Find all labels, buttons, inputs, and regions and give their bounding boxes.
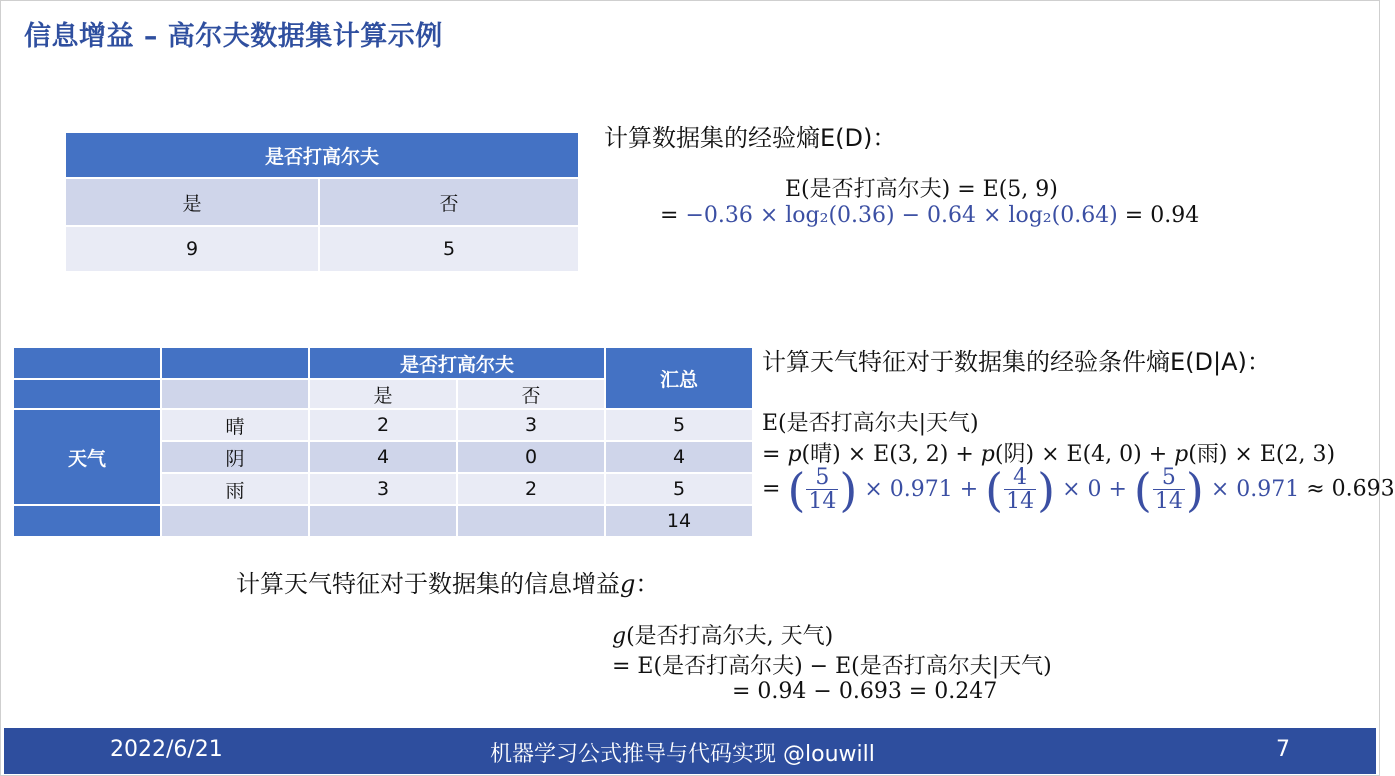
gain-line1: g(是否打高尔夫, 天气) — [612, 624, 834, 649]
footer-page-number: 7 — [1276, 737, 1290, 762]
value-yes: 9 — [185, 238, 199, 260]
entropy-formula-line1: E(是否打高尔夫) = E(5, 9) — [785, 177, 1058, 202]
conditional-entropy-heading: 计算天气特征对于数据集的经验条件熵E(D|A)： — [762, 348, 1271, 376]
entropy-heading: 计算数据集的经验熵E(D)： — [604, 124, 897, 152]
corner-cell-2 — [162, 348, 308, 378]
value-no: 5 — [442, 238, 456, 260]
row-label: 阴 — [225, 447, 245, 470]
conditional-line3: = ( $\frac{5}{14}$ ) × 0.971 + ( $\frac{4}{14}$ ) × 0 + ( $\frac{5}{14}$ ) × 0.971 ≈ 0.693 — [762, 462, 1395, 517]
gain-line2: = E(是否打高尔夫) − E(是否打高尔夫|天气) — [612, 654, 1052, 679]
info-gain-heading: 计算天气特征对于数据集的信息增益g： — [236, 570, 660, 598]
subheader-no: 否 — [458, 380, 604, 408]
footer-row-blank — [14, 506, 160, 536]
row-yes: 2 — [376, 414, 390, 436]
fraction: $\frac{5}{14}$ — [808, 465, 837, 515]
weather-contingency-table — [12, 346, 754, 538]
entropy-formula-terms: −0.36 × log₂(0.36) − 0.64 × log₂(0.64) — [685, 203, 1118, 228]
row-no: 0 — [524, 446, 538, 468]
table-header: 是否打高尔夫 — [66, 133, 578, 177]
footer-row-blank-4 — [458, 506, 604, 536]
footer-row-blank-3 — [310, 506, 456, 536]
footer-row-blank-2 — [162, 506, 308, 536]
entropy-formula-line2: = −0.36 × log₂(0.36) − 0.64 × log₂(0.64) = 0.94 — [660, 203, 1200, 228]
row-label: 雨 — [225, 479, 245, 502]
subheader-blank-2 — [162, 380, 308, 408]
col-yes: 是 — [182, 192, 202, 215]
corner-cell — [14, 348, 160, 378]
row-total: 4 — [672, 446, 686, 468]
row-yes: 4 — [376, 446, 390, 468]
conditional-line2: = p(晴) × E(3, 2) + p(阴) × E(4, 0) + p(雨) × E(2, 3) — [762, 442, 1336, 467]
subheader-yes: 是 — [310, 380, 456, 408]
row-yes: 3 — [376, 478, 390, 500]
row-no: 2 — [524, 478, 538, 500]
row-total: 5 — [672, 478, 686, 500]
footer-title: 机器学习公式推导与代码实现 @louwill — [490, 742, 875, 767]
col-no: 否 — [439, 192, 459, 215]
fraction: $\frac{5}{14}$ — [1154, 465, 1183, 515]
group-header: 是否打高尔夫 — [310, 348, 604, 378]
row-no: 3 — [524, 414, 538, 436]
grand-total: 14 — [666, 510, 692, 532]
feature-label: 天气 — [14, 410, 160, 504]
slide-title: 信息增益 – 高尔夫数据集计算示例 — [24, 21, 443, 52]
total-header: 汇总 — [606, 348, 752, 408]
golf-count-table — [64, 131, 580, 273]
row-total: 5 — [672, 414, 686, 436]
fraction: $\frac{4}{14}$ — [1006, 465, 1035, 515]
gain-line3: = 0.94 − 0.693 = 0.247 — [732, 679, 998, 704]
subheader-blank — [14, 380, 160, 408]
row-label: 晴 — [225, 415, 245, 438]
footer-date: 2022/6/21 — [110, 737, 223, 762]
conditional-line1: E(是否打高尔夫|天气) — [762, 411, 979, 436]
footer-bar — [4, 728, 1376, 774]
